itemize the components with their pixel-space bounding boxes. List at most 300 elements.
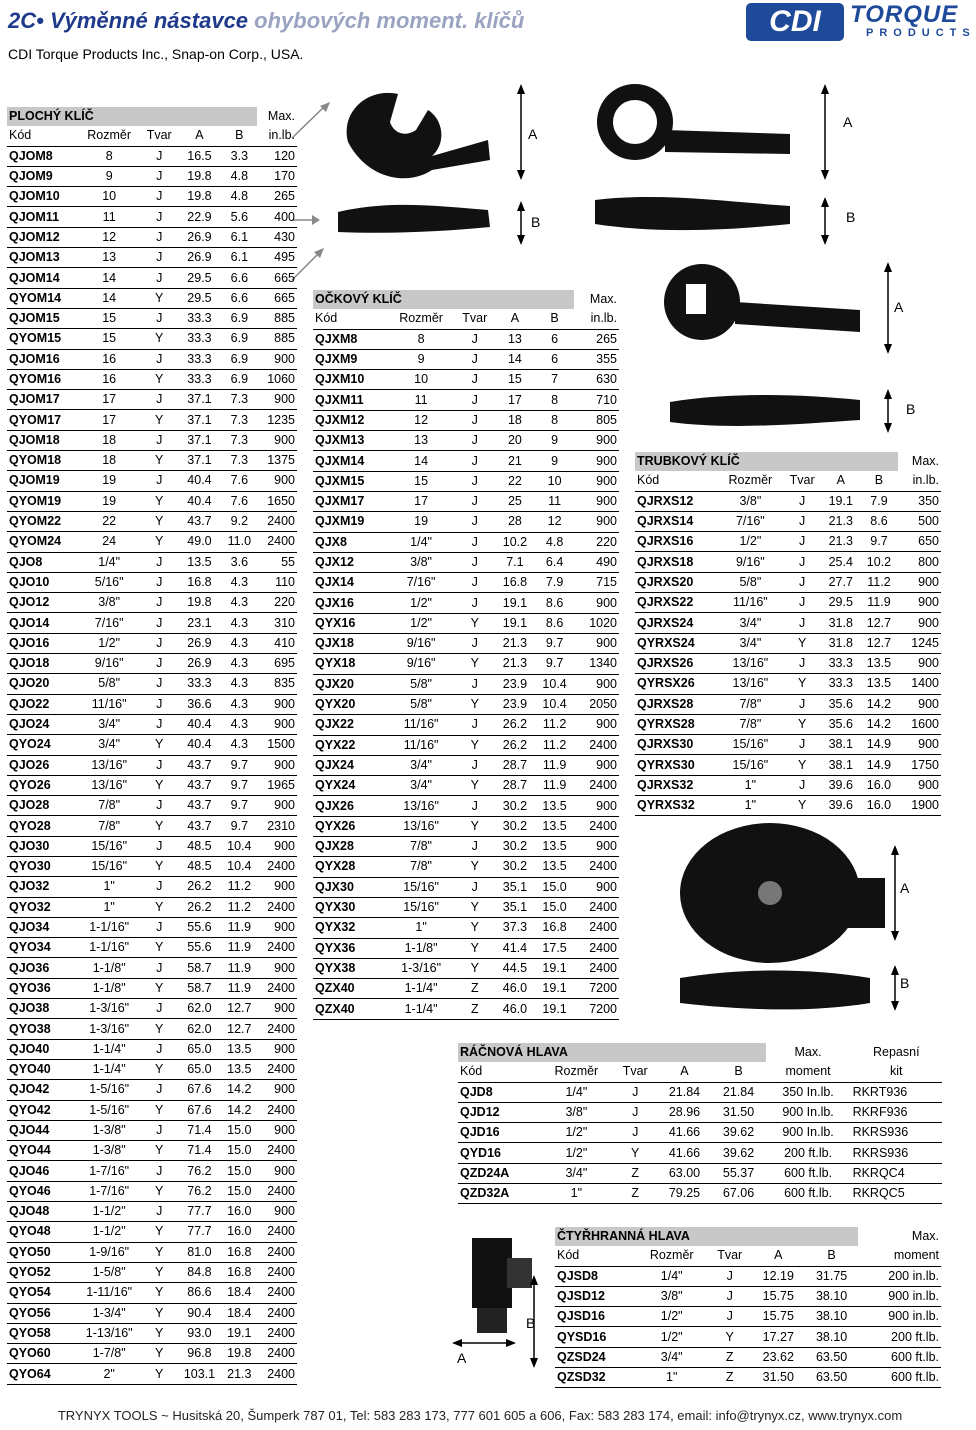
cell: 13.5	[535, 796, 575, 816]
cell: 63.50	[805, 1368, 858, 1388]
cell: 10	[535, 471, 575, 491]
cell: 4.8	[222, 166, 258, 186]
cell: 48.5	[177, 836, 221, 856]
product-code: QJX18	[313, 634, 388, 654]
product-code: QYOM15	[7, 329, 77, 349]
cell: 4.3	[222, 674, 258, 694]
cell: 16.5	[177, 146, 221, 166]
cell: 1/2"	[77, 633, 141, 653]
product-code: QYO56	[7, 1303, 77, 1323]
table-row	[313, 897, 619, 917]
table-row	[7, 796, 297, 816]
cell: 1020	[574, 613, 619, 633]
table-row	[7, 369, 297, 389]
table-row	[7, 1080, 297, 1100]
table-row	[7, 471, 297, 491]
cell: 37.1	[177, 390, 221, 410]
cell: J	[455, 796, 496, 816]
product-code: QYO60	[7, 1344, 77, 1364]
product-code: QJO34	[7, 917, 77, 937]
cell: Y	[141, 288, 177, 308]
product-code: QJX22	[313, 715, 388, 735]
table-row	[635, 532, 941, 552]
cell: 1/4"	[388, 532, 455, 552]
product-code: QYOM17	[7, 410, 77, 430]
table-row	[313, 918, 619, 938]
cell: J	[141, 146, 177, 166]
cell: 900	[898, 572, 941, 592]
cell: 7200	[574, 999, 619, 1019]
product-code: QJO20	[7, 674, 77, 694]
cell: 6.1	[222, 227, 258, 247]
cell: 11.9	[222, 917, 258, 937]
cell: 6.4	[535, 552, 575, 572]
product-code: QJO14	[7, 613, 77, 633]
product-code: QJXM8	[313, 329, 388, 349]
table-row	[313, 979, 619, 999]
cell: 120	[257, 146, 297, 166]
cell: 9.7	[222, 796, 258, 816]
table-row	[313, 471, 619, 491]
product-code: QYX16	[313, 613, 388, 633]
cell: 16.8	[177, 572, 221, 592]
table-row	[458, 1082, 942, 1102]
cell: 29.5	[177, 288, 221, 308]
cell: 1/2"	[388, 593, 455, 613]
cell: 6.6	[222, 268, 258, 288]
product-code: QYO38	[7, 1019, 77, 1039]
cell: 900	[574, 491, 619, 511]
cell: 7/16"	[77, 613, 141, 633]
cell: J	[455, 674, 496, 694]
cell: 2400	[257, 1344, 297, 1364]
table-row	[7, 897, 297, 917]
cell: 58.7	[177, 958, 221, 978]
cell: 15/16"	[718, 755, 782, 775]
table-row	[313, 512, 619, 532]
cell: J	[613, 1102, 657, 1122]
cell: 17	[77, 410, 141, 430]
cell: 7/16"	[718, 511, 782, 531]
product-code: QYO46	[7, 1181, 77, 1201]
product-code: QJOM16	[7, 349, 77, 369]
product-code: QZSD32	[555, 1368, 636, 1388]
cell: 900	[574, 593, 619, 613]
cell: 43.7	[177, 816, 221, 836]
cell: 2400	[257, 1323, 297, 1343]
cell: 355	[574, 349, 619, 369]
cell: J	[613, 1123, 657, 1143]
cell: 6.1	[222, 248, 258, 268]
cell: 6	[535, 329, 575, 349]
product-code: QJOM10	[7, 187, 77, 207]
cell: J	[141, 633, 177, 653]
cell: 1375	[257, 451, 297, 471]
cell: J	[141, 268, 177, 288]
cell: 2400	[257, 1181, 297, 1201]
cell: J	[455, 329, 496, 349]
cell: 2400	[574, 938, 619, 958]
product-code: QJRXS30	[635, 735, 718, 755]
table-row	[7, 1262, 297, 1282]
cell: 8.6	[860, 511, 898, 531]
cell: 900 In.lb.	[766, 1123, 851, 1143]
cell: 11/16"	[388, 715, 455, 735]
table-title: OČKOVÝ KLÍČ	[313, 290, 574, 309]
manufacturer-subtitle: CDI Torque Products Inc., Snap-on Corp., USA.	[8, 46, 304, 62]
cell: 1"	[718, 796, 782, 816]
cell: 600 ft.lb.	[858, 1368, 941, 1388]
cell: 14	[495, 349, 535, 369]
cell: 490	[574, 552, 619, 572]
cell: 1245	[898, 633, 941, 653]
cell: J	[141, 1202, 177, 1222]
product-code: QJSD16	[555, 1307, 636, 1327]
cell: Y	[783, 633, 822, 653]
cell: 4.3	[222, 633, 258, 653]
cell: J	[455, 431, 496, 451]
cell: 2400	[257, 532, 297, 552]
cell: J	[141, 187, 177, 207]
cell: 805	[574, 410, 619, 430]
cell: 76.2	[177, 1181, 221, 1201]
cell: 3/8"	[77, 593, 141, 613]
cell: 430	[257, 227, 297, 247]
table-row	[313, 532, 619, 552]
cell: J	[783, 694, 822, 714]
cell: 2400	[574, 958, 619, 978]
table-row	[7, 511, 297, 531]
table-row	[7, 593, 297, 613]
table-row	[7, 1202, 297, 1222]
cell: 900	[257, 999, 297, 1019]
cell: 900 in.lb.	[858, 1286, 941, 1306]
cell: 13	[495, 329, 535, 349]
cell: 31.50	[712, 1102, 766, 1122]
cell: 2400	[257, 1262, 297, 1282]
table-row	[313, 573, 619, 593]
cell: 900	[898, 735, 941, 755]
product-code: QYO64	[7, 1364, 77, 1384]
cell: 7200	[574, 979, 619, 999]
product-code: QYRXS24	[635, 633, 718, 653]
cell: 8	[535, 410, 575, 430]
cell: Y	[455, 694, 496, 714]
cell: J	[141, 1120, 177, 1140]
cell: J	[613, 1082, 657, 1102]
cell: 17	[77, 390, 141, 410]
product-code: QJRXS12	[635, 491, 718, 511]
cell: 835	[257, 674, 297, 694]
cell: Y	[141, 1019, 177, 1039]
cell: 19.8	[222, 1344, 258, 1364]
dim-a-label: A	[457, 1350, 467, 1366]
cell: 19	[388, 512, 455, 532]
cell: 63.00	[657, 1163, 711, 1183]
cell: 13	[388, 431, 455, 451]
cell: J	[455, 755, 496, 775]
cell: J	[783, 775, 822, 795]
cell: 2400	[574, 776, 619, 796]
table-row	[7, 735, 297, 755]
cell: 900	[257, 958, 297, 978]
cell: 15.0	[535, 877, 575, 897]
cell: J	[783, 613, 822, 633]
cell: 9	[535, 431, 575, 451]
table-row	[313, 593, 619, 613]
cell: Y	[141, 816, 177, 836]
table-row	[7, 613, 297, 633]
product-code: QJRXS24	[635, 613, 718, 633]
cell: 55.6	[177, 917, 221, 937]
table-row	[7, 308, 297, 328]
cell: 49.0	[177, 532, 221, 552]
cell: 2400	[257, 1100, 297, 1120]
product-code: QJX16	[313, 593, 388, 613]
table-row	[313, 837, 619, 857]
table-row	[7, 714, 297, 734]
cell: 900 In.lb.	[766, 1102, 851, 1122]
cell: 1-7/8"	[77, 1344, 141, 1364]
dim-a-label: A	[843, 114, 853, 130]
cell: Y	[141, 1181, 177, 1201]
cell: 30.2	[495, 837, 535, 857]
cell: 1500	[257, 735, 297, 755]
cell: 350	[898, 491, 941, 511]
cell: 1/2"	[636, 1327, 708, 1347]
cell: 900	[257, 390, 297, 410]
cell: 200 ft.lb.	[858, 1327, 941, 1347]
cell: Y	[141, 1141, 177, 1161]
cell: 28.7	[495, 755, 535, 775]
table-row	[313, 958, 619, 978]
cell: 22	[495, 471, 535, 491]
product-code: QYOM24	[7, 532, 77, 552]
table-row	[7, 938, 297, 958]
product-code: QYO50	[7, 1242, 77, 1262]
cell: 1"	[388, 918, 455, 938]
cell: 31.50	[752, 1368, 805, 1388]
cell: 15.0	[222, 1181, 258, 1201]
product-code: QJO32	[7, 877, 77, 897]
cell: 19.1	[535, 999, 575, 1019]
cell: 9	[388, 349, 455, 369]
cell: J	[455, 837, 496, 857]
cell: Y	[455, 918, 496, 938]
cell: 96.8	[177, 1344, 221, 1364]
cell: 16	[77, 349, 141, 369]
product-code: QYO40	[7, 1059, 77, 1079]
product-code: QZD24A	[458, 1163, 540, 1183]
product-code: QYX38	[313, 958, 388, 978]
cell: 18.4	[222, 1303, 258, 1323]
cell: 1/2"	[718, 532, 782, 552]
cell: 7/8"	[718, 694, 782, 714]
table-row	[313, 674, 619, 694]
table-row	[635, 572, 941, 592]
cell: 44.5	[495, 958, 535, 978]
cell: 65.0	[177, 1059, 221, 1079]
cell: 495	[257, 248, 297, 268]
product-code: QYX36	[313, 938, 388, 958]
cell: 15.0	[535, 897, 575, 917]
product-code: QYOM14	[7, 288, 77, 308]
cell: 2400	[574, 897, 619, 917]
cell: 4.3	[222, 572, 258, 592]
cell: 3/8"	[636, 1286, 708, 1306]
cell: 40.4	[177, 491, 221, 511]
cell: 63.50	[805, 1347, 858, 1367]
cell: 7.9	[860, 491, 898, 511]
cell: Y	[141, 1323, 177, 1343]
product-code: QJX14	[313, 573, 388, 593]
product-code: QJD12	[458, 1102, 540, 1122]
cell: J	[783, 735, 822, 755]
table-row	[7, 856, 297, 876]
cell: 7.3	[222, 430, 258, 450]
table-title: TRUBKOVÝ KLÍČ	[635, 452, 898, 471]
cell: J	[455, 390, 496, 410]
cell: 5/8"	[718, 572, 782, 592]
cell: 6.9	[222, 329, 258, 349]
cell: 1"	[540, 1184, 613, 1204]
cell: 3/4"	[636, 1347, 708, 1367]
cell: 14	[388, 451, 455, 471]
product-code: QJXM15	[313, 471, 388, 491]
table-row	[313, 370, 619, 390]
cell: 38.10	[805, 1327, 858, 1347]
cell: 3/4"	[388, 755, 455, 775]
cell: 33.3	[177, 329, 221, 349]
cell: 15/16"	[77, 856, 141, 876]
cell: J	[141, 248, 177, 268]
cell: Y	[141, 1303, 177, 1323]
cell: 1/2"	[540, 1143, 613, 1163]
cell: 8	[535, 390, 575, 410]
max-label: Max.	[589, 292, 617, 307]
cell: 48.5	[177, 856, 221, 876]
cell: 9/16"	[77, 654, 141, 674]
tube-wrench-image	[660, 262, 930, 442]
cell: 2"	[77, 1364, 141, 1384]
table-row	[635, 735, 941, 755]
table-row	[7, 633, 297, 653]
table-row	[313, 938, 619, 958]
cell: 900	[898, 775, 941, 795]
product-code: QYX30	[313, 897, 388, 917]
cell: 7.9	[535, 573, 575, 593]
cell: J	[141, 694, 177, 714]
cell: 265	[574, 329, 619, 349]
table-row	[7, 227, 297, 247]
cell: J	[141, 1161, 177, 1181]
table-row	[7, 978, 297, 998]
cell: 3/8"	[540, 1102, 613, 1122]
cell: 14.2	[222, 1100, 258, 1120]
cell: 30.2	[495, 857, 535, 877]
cell: 630	[574, 370, 619, 390]
cell: 1/2"	[636, 1307, 708, 1327]
table-row	[313, 634, 619, 654]
cell: 1"	[77, 897, 141, 917]
table-row	[7, 1059, 297, 1079]
cell: 19.1	[535, 979, 575, 999]
product-code: QJO22	[7, 694, 77, 714]
table-row	[7, 552, 297, 572]
cell: 33.3	[177, 674, 221, 694]
pointer-arrows	[290, 100, 350, 290]
table-row	[458, 1102, 942, 1122]
cell: J	[708, 1266, 752, 1286]
cell: 3/4"	[77, 714, 141, 734]
cell: 9.7	[535, 634, 575, 654]
cell: 3/4"	[388, 776, 455, 796]
cell: 1-3/8"	[77, 1141, 141, 1161]
product-code: QJO8	[7, 552, 77, 572]
product-code: QJO48	[7, 1202, 77, 1222]
cell: Y	[783, 714, 822, 734]
table-row	[313, 796, 619, 816]
product-code: QYOM19	[7, 491, 77, 511]
cell: 2400	[257, 897, 297, 917]
cell: J	[455, 715, 496, 735]
cell: 1-1/8"	[77, 958, 141, 978]
table-row	[313, 857, 619, 877]
cell: 15.0	[222, 1161, 258, 1181]
cell: J	[455, 634, 496, 654]
cell: Z	[455, 999, 496, 1019]
max-label: Max.	[911, 1229, 939, 1244]
table-row	[313, 735, 619, 755]
table-row	[7, 1323, 297, 1343]
cell: 23.9	[495, 694, 535, 714]
product-code: QYOM18	[7, 451, 77, 471]
cell: 9.7	[222, 816, 258, 836]
cell: 200 in.lb.	[858, 1266, 941, 1286]
product-code: QJRXS22	[635, 593, 718, 613]
cell: Y	[141, 451, 177, 471]
cell: 1-7/16"	[77, 1161, 141, 1181]
header	[0, 0, 976, 44]
cell: Y	[141, 532, 177, 552]
cell: J	[141, 674, 177, 694]
cell: 19	[77, 471, 141, 491]
cell: Y	[783, 755, 822, 775]
cell: 39.62	[712, 1143, 766, 1163]
product-code: QYO26	[7, 775, 77, 795]
product-code: QYX26	[313, 816, 388, 836]
cell: 12	[535, 512, 575, 532]
cell: 7/8"	[388, 837, 455, 857]
cell: Y	[455, 654, 496, 674]
cell: 41.66	[657, 1143, 711, 1163]
cell: 9.7	[860, 532, 898, 552]
cell: 21.84	[712, 1082, 766, 1102]
cell: 12.7	[222, 999, 258, 1019]
cell: 15	[388, 471, 455, 491]
cell: 900	[574, 451, 619, 471]
cell: 11.2	[222, 897, 258, 917]
product-code: QJO10	[7, 572, 77, 592]
cell: 16.8	[222, 1262, 258, 1282]
cell: 3/4"	[718, 633, 782, 653]
cell: 16.0	[222, 1222, 258, 1242]
cell: 13.5	[860, 674, 898, 694]
cell: 15	[495, 370, 535, 390]
cell: J	[708, 1286, 752, 1306]
table-row	[635, 552, 941, 572]
cell: J	[783, 552, 822, 572]
